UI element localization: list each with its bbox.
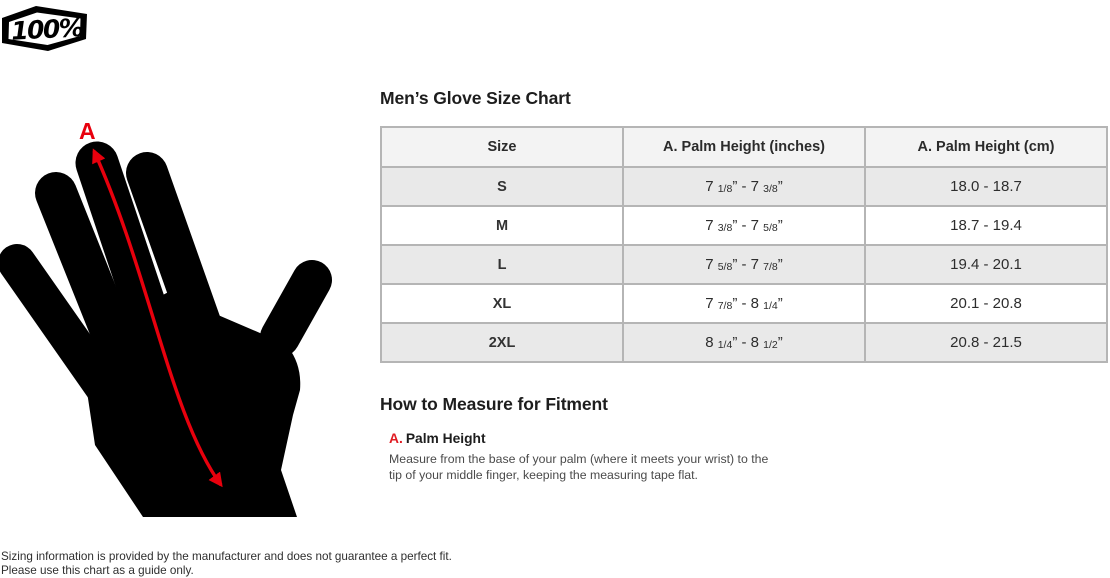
measure-section-title: How to Measure for Fitment: [380, 394, 608, 414]
measurement-label-a: A: [79, 118, 96, 144]
size-cell: M: [381, 206, 623, 245]
fraction: 7/8: [717, 300, 733, 312]
sizing-disclaimer: [1, 550, 452, 578]
measurement-a-item: [389, 431, 1108, 483]
fraction: 3/8: [717, 222, 733, 234]
cm-cell: 19.4 - 20.1: [865, 245, 1107, 284]
brand-logo-text: 100%: [10, 13, 84, 46]
size-cell: 2XL: [381, 323, 623, 362]
inches-cell: 7 3/8” - 7 5/8”: [623, 206, 865, 245]
fraction: 5/8: [763, 222, 778, 234]
glove-measurement-diagram: [0, 85, 360, 535]
inches-cell: 7 7/8” - 8 1/4”: [623, 284, 865, 323]
fraction: 1/4: [763, 300, 778, 312]
size-cell: L: [381, 245, 623, 284]
table-row: [381, 245, 1107, 284]
inches-cell: 7 5/8” - 7 7/8”: [623, 245, 865, 284]
cm-cell: 18.7 - 19.4: [865, 206, 1107, 245]
measurement-a-description: [389, 452, 1108, 483]
brand-logo: [0, 3, 90, 52]
inches-cell: 7 1/8” - 7 3/8”: [623, 167, 865, 206]
size-cell: S: [381, 167, 623, 206]
measurement-a-name: Palm Height: [405, 431, 486, 446]
cm-cell: 18.0 - 18.7: [865, 167, 1107, 206]
column-header: Size: [381, 127, 623, 167]
size-chart-section: [380, 88, 1108, 483]
header-row: [381, 127, 1107, 167]
measurement-a-label: A.: [389, 431, 403, 446]
cm-cell: 20.1 - 20.8: [865, 284, 1107, 323]
fraction: 3/8: [763, 183, 778, 195]
size-cell: XL: [381, 284, 623, 323]
column-header: A. Palm Height (cm): [865, 127, 1107, 167]
disclaimer-line-2: Please use this chart as a guide only.: [1, 564, 194, 577]
fraction: 1/4: [717, 339, 733, 351]
size-chart-title: Men’s Glove Size Chart: [380, 88, 571, 108]
cm-cell: 20.8 - 21.5: [865, 323, 1107, 362]
table-row: [381, 323, 1107, 362]
fraction: 5/8: [717, 261, 733, 273]
brand-logo-badge: [0, 3, 90, 52]
measurement-a-heading: [389, 431, 1108, 446]
fraction: 7/8: [763, 261, 778, 273]
table-row: [381, 167, 1107, 206]
column-header: A. Palm Height (inches): [623, 127, 865, 167]
inches-cell: 8 1/4” - 8 1/2”: [623, 323, 865, 362]
fraction: 1/8: [717, 183, 733, 195]
description-line-2: tip of your middle finger, keeping the measuring tape flat.: [389, 467, 698, 482]
table-row: [381, 284, 1107, 323]
disclaimer-line-1: Sizing information is provided by the manufacturer and does not guarantee a perfect fit.: [1, 550, 452, 563]
fraction: 1/2: [763, 339, 778, 351]
description-line-1: Measure from the base of your palm (where it meets your wrist) to the: [389, 452, 769, 466]
table-row: [381, 206, 1107, 245]
size-chart-table: [380, 126, 1108, 363]
